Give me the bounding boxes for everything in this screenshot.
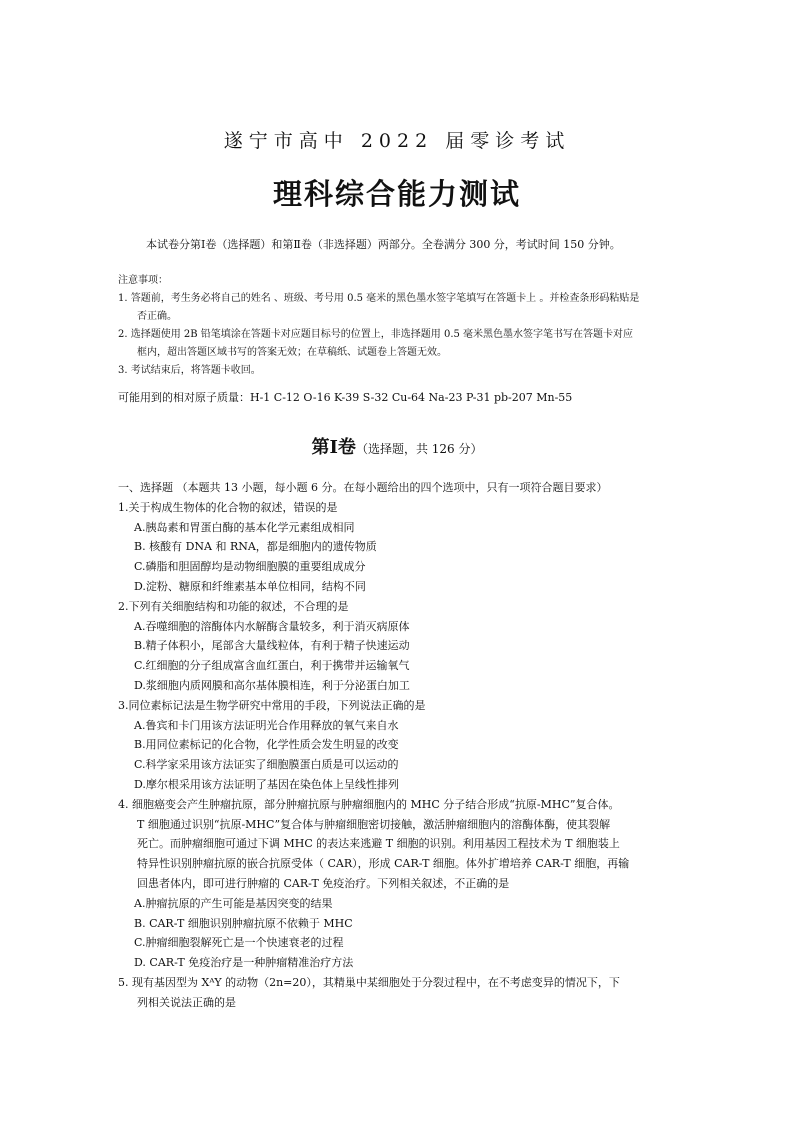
section-heading — [0, 433, 794, 459]
atomic-masses: 可能用到的相对原子质量：H-1 C-12 O-16 K-39 S-32 Cu-64 Na-23 P-31 pb-207 Mn-55 — [118, 391, 573, 404]
notice-item-3: 3. 考试结束后，将答题卡收回。 — [118, 365, 261, 376]
question-3-stem: 3.同位素标记法是生物学研究中常用的手段，下列说法正确的是 — [118, 698, 426, 712]
question-3-option-c: C.科学家采用该方法证实了细胞膜蛋白质是可以运动的 — [134, 758, 399, 772]
question-1-option-a: A.胰岛素和胃蛋白酶的基本化学元素组成相同 — [134, 520, 355, 534]
question-list — [118, 478, 680, 1013]
question-3-option-d: D.摩尔根采用该方法证明了基因在染色体上呈线性排列 — [134, 777, 399, 791]
question-2-option-d: D.浆细胞内质网膜和高尔基体膜相连，利于分泌蛋白加工 — [134, 678, 410, 692]
exam-intro: 本试卷分第Ⅰ卷（选择题）和第Ⅱ卷（非选择题）两部分。全卷满分 300 分，考试时间 150 分钟。 — [146, 238, 621, 251]
question-4-stem-line: 特异性识别肿瘤抗原的嵌合抗原受体（ CAR），形成 CAR-T 细胞。体外扩增培养 CAR-T 细胞，再输 — [137, 857, 630, 871]
exam-title: 遂宁市高中 2022 届零诊考试 — [223, 130, 571, 152]
question-1-option-b: B. 核酸有 DNA 和 RNA，都是细胞内的遗传物质 — [134, 540, 377, 554]
question-5-stem-line: 列相关说法正确的是 — [137, 995, 236, 1009]
question-1-stem: 1.关于构成生物体的化合物的叙述，错误的是 — [118, 500, 338, 514]
notice-heading: 注意事项： — [118, 275, 168, 286]
question-5-stem-line: 5. 现有基因型为 XᴬY 的动物（2n=20），其精巢中某细胞处于分裂过程中，在不考虑变异的情况下，下 — [118, 975, 620, 989]
question-2-option-b: B.精子体积小，尾部含大量线粒体，有利于精子快速运动 — [134, 639, 410, 653]
notice-block — [118, 272, 678, 380]
subject-title: 理科综合能力测试 — [272, 177, 521, 211]
question-2-option-a: A.吞噬细胞的溶酶体内水解酶含量较多，利于消灭病原体 — [134, 619, 410, 633]
section-title: 第Ⅰ卷 — [311, 437, 356, 458]
question-2-stem: 2.下列有关细胞结构和功能的叙述，不合理的是 — [118, 599, 349, 613]
choice-instruction: 一、选择题 （本题共 13 小题，每小题 6 分。在每小题给出的四个选项中，只有一项符合题目要求） — [118, 481, 608, 494]
question-3-option-b: B.用同位素标记的化合物，化学性质会发生明显的改变 — [134, 738, 399, 752]
notice-item-2: 2. 选择题使用 2B 铅笔填涂在答题卡对应题目标号的位置上，非选择题用 0.5 毫米黑色墨水签字笔书写在答题卡对应 — [118, 329, 634, 340]
question-2-option-c: C.红细胞的分子组成富含血红蛋白，利于携带并运输氧气 — [134, 659, 410, 673]
question-1-option-d: D.淀粉、糖原和纤维素基本单位相同，结构不同 — [134, 579, 366, 593]
question-4-stem-line: 回患者体内，即可进行肿瘤的 CAR-T 免疫治疗。下列相关叙述，不正确的是 — [137, 876, 510, 890]
question-4-option-b: B. CAR-T 细胞识别肿瘤抗原不依赖于 MHC — [134, 916, 353, 930]
question-1-option-c: C.磷脂和胆固醇均是动物细胞膜的重要组成成分 — [134, 560, 366, 574]
question-3-option-a: A.鲁宾和卡门用该方法证明光合作用释放的氧气来自水 — [134, 718, 399, 732]
section-subtitle: （选择题，共 126 分） — [355, 442, 483, 456]
notice-item-1-cont: 否正确。 — [137, 311, 177, 322]
notice-item-2-cont: 框内，超出答题区域书写的答案无效；在草稿纸、试题卷上答题无效。 — [137, 347, 447, 358]
question-4-stem-line: 死亡。而肿瘤细胞可通过下调 MHC 的表达来逃避 T 细胞的识别。利用基因工程技术为 T 细胞装上 — [137, 837, 620, 851]
question-4-stem-line: T 细胞通过识别“抗原-MHC”复合体与肿瘤细胞密切接触，激活肿瘤细胞内的溶酶体酶，使其裂解 — [137, 817, 611, 831]
question-4-option-c: C.肿瘤细胞裂解死亡是一个快速衰老的过程 — [134, 936, 344, 950]
question-4-option-a: A.肿瘤抗原的产生可能是基因突变的结果 — [134, 896, 333, 910]
question-4-stem-line: 4. 细胞癌变会产生肿瘤抗原，部分肿瘤抗原与肿瘤细胞内的 MHC 分子结合形成“抗原-MHC”复合体。 — [118, 797, 620, 811]
notice-item-1: 1. 答题前，考生务必将自己的姓名 、班级、考号用 0.5 毫米的黑色墨水签字笔填写在答题卡上 。并检查条形码粘贴是 — [118, 293, 640, 304]
question-4-option-d: D. CAR-T 免疫治疗是一种肿瘤精准治疗方法 — [134, 956, 354, 970]
